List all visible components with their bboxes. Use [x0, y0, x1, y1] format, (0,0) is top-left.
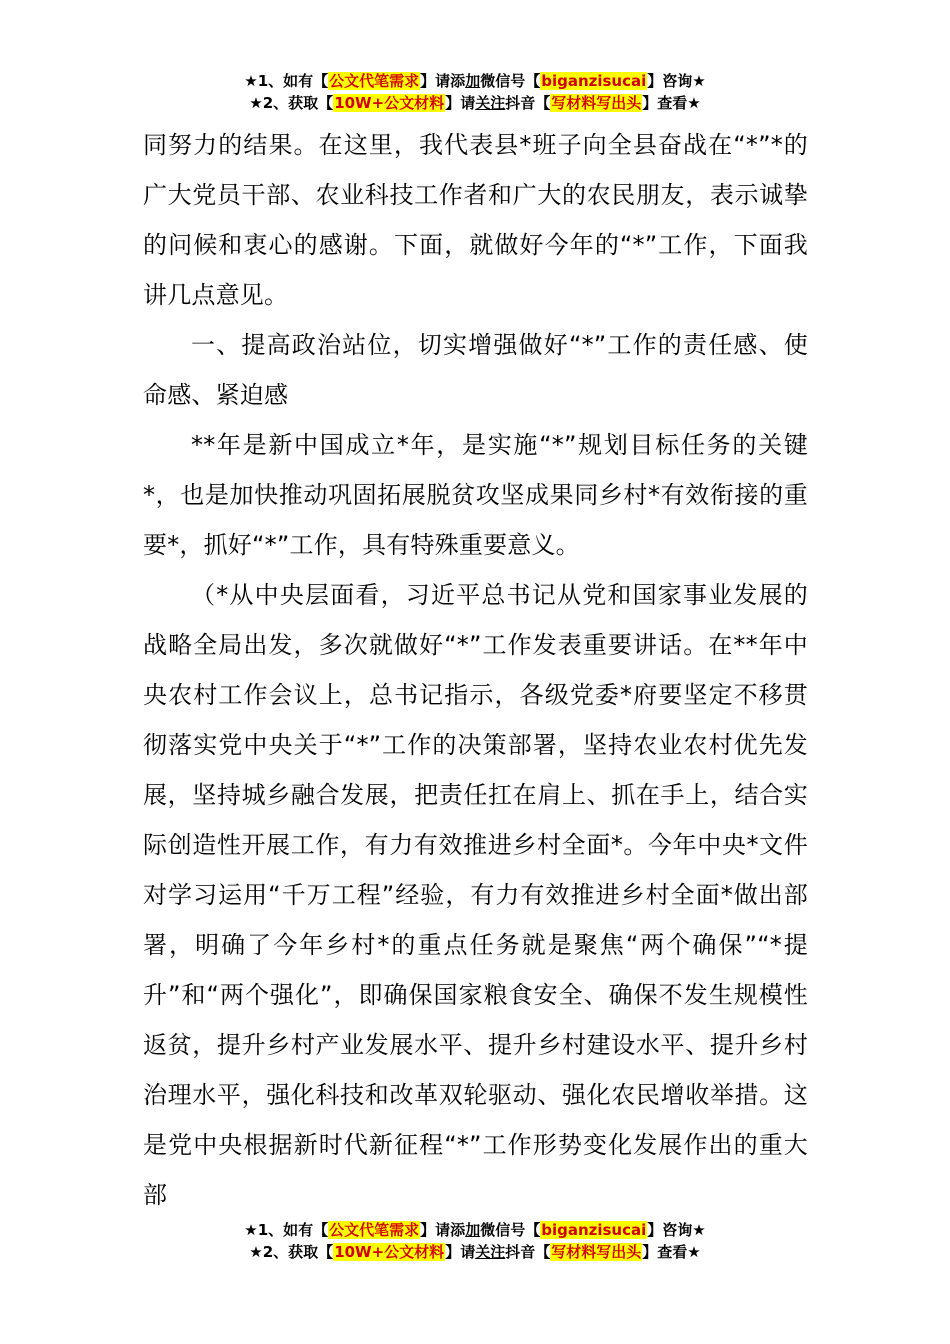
promo-highlight-service: 公文代笔需求	[329, 72, 420, 90]
document-body	[143, 120, 808, 1220]
promo-highlight-materials: 10W+公文材料	[334, 94, 445, 112]
promo-highlight-douyin: 写材料写出头	[551, 94, 642, 112]
promo-highlight-wechat-id: biganzisucai	[541, 72, 647, 90]
section-heading-1: 一、提高政治站位，切实增强做好“*”工作的责任感、使命感、紧迫感	[143, 331, 808, 409]
promo-highlight-wechat-id: biganzisucai	[541, 1221, 647, 1239]
promo-highlight-materials: 10W+公文材料	[334, 1243, 445, 1261]
promo-highlight-douyin: 写材料写出头	[551, 1243, 642, 1261]
promo-highlight-service: 公文代笔需求	[329, 1221, 420, 1239]
paragraph-central-level: （*从中央层面看，习近平总书记从党和国家事业发展的战略全局出发，多次就做好“*”工作发表重要讲话。在**年中央农村工作会议上，总书记指示，各级党委*府要坚定不移贯彻落实党中央关于“*”工作的决策部署，坚持农业农村优先发展，坚持城乡融合发展，把责任扛在肩上、抓在手上，结合实际创造性开展工作，有力有效推进乡村全面*。今年中央*文件对学习运用“千万工程”经验，有力有效推进乡村全面*做出部署，明确了今年乡村*的重点任务就是聚焦“两个确保”“*提升”和“两个强化”，即确保国家粮食安全、确保不发生规模性返贫，提升乡村产业发展水平、提升乡村建设水平、提升乡村治理水平，强化科技和改革双轮驱动、强化农民增收举措。这是党中央根据新时代新征程“*”工作形势变化发展作出的重大部	[143, 581, 808, 1209]
bottom-promo-banner	[0, 1219, 950, 1263]
top-promo-banner	[0, 70, 950, 114]
promo-line-1: ★1、如有【公文代笔需求】请添加微信号【biganzisucai】咨询★	[244, 1221, 706, 1239]
promo-line-1: ★1、如有【公文代笔需求】请添加微信号【biganzisucai】咨询★	[244, 72, 706, 90]
paragraph-continuation: 同努力的结果。在这里，我代表县*班子向全县奋战在“*”*的广大党员干部、农业科技工作者和广大的农民朋友，表示诚挚的问候和衷心的感谢。下面，就做好今年的“*”工作，下面我讲几点意见。	[143, 131, 808, 309]
paragraph-significance: **年是新中国成立*年，是实施“*”规划目标任务的关键*，也是加快推动巩固拓展脱贫攻坚成果同乡村*有效衔接的重要*，抓好“*”工作，具有特殊重要意义。	[143, 431, 808, 559]
promo-line-2: ★2、获取【10W+公文材料】请关注抖音【写材料写出头】查看★	[249, 1243, 701, 1261]
promo-line-2: ★2、获取【10W+公文材料】请关注抖音【写材料写出头】查看★	[249, 94, 701, 112]
